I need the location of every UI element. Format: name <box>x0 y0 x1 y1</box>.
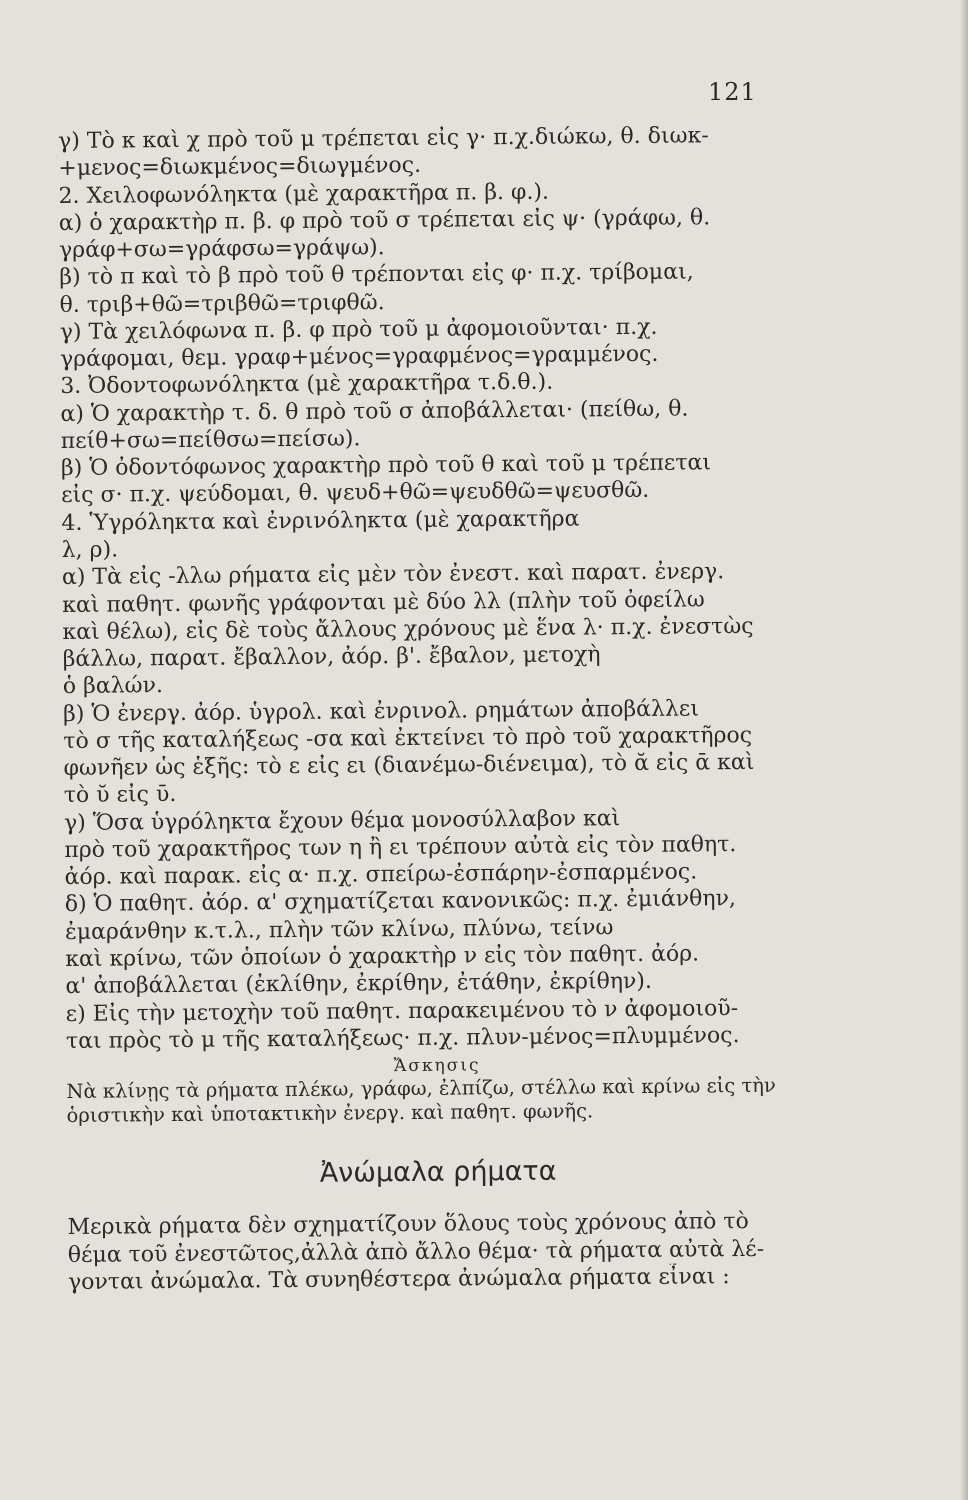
text-line: β) Ὁ ἐνεργ. ἀόρ. ὑγρολ. καὶ ἐνρινολ. ρημάτων ἀποβάλλει <box>63 696 700 727</box>
text-line: γράφομαι, θεμ. γραφ+μένος=γραφμένος=γραμμένος. <box>59 341 659 373</box>
text-line: γ) Τὰ χειλόφωνα π. β. φ πρὸ τοῦ μ ἀφομοιοῦνται· π.χ. <box>59 314 658 345</box>
text-line: γ) Τὸ κ καὶ χ πρὸ τοῦ μ τρέπεται εἰς γ· π.χ.διώκω, θ. διωκ- <box>58 123 709 154</box>
page-edge-shadow <box>960 0 968 1500</box>
exercise-line: ὁριστικὴν καὶ ὑποτακτικὴν ἐνεργ. καὶ παθητ. φωνῆς. <box>66 1099 594 1128</box>
exercise-line: Νὰ κλίνῃς τὰ ρήματα πλέκω, γράφω, ἐλπίζω, στέλλω καὶ κρίνω εἰς τὴν <box>66 1073 776 1104</box>
body-text <box>58 122 810 1297</box>
text-line: β) Ὁ ὀδοντόφωνος χαρακτὴρ πρὸ τοῦ θ καὶ τοῦ μ τρέπεται <box>60 450 712 482</box>
text-line: ε) Εἰς τὴν μετοχὴν τοῦ παθητ. παρακειμένου τὸ ν ἀφομοιοῦ- <box>65 995 739 1027</box>
text-line: δ) Ὁ παθητ. ἀόρ. α' σχηματίζεται κανονικῶς: π.χ. ἐμιάνθην, <box>64 886 737 918</box>
section-line: γονται ἀνώμαλα. Τὰ συνηθέστερα ἀνώμαλα ρήματα εἶναι : <box>67 1264 730 1295</box>
text-line: λ, ρ). <box>61 537 119 563</box>
text-line: καὶ κρίνω, τῶν ὁποίων ὁ χαρακτὴρ ν εἰς τὸν παθητ. ἀόρ. <box>65 941 700 972</box>
page-number: 121 <box>708 78 757 106</box>
text-line: πείθ+σω=πείθσω=πείσω). <box>60 426 361 454</box>
text-line: θ. τριβ+θῶ=τριβθῶ=τριφθῶ. <box>59 289 385 318</box>
exercise-block <box>66 1053 809 1129</box>
text-line: α' ἀποβάλλεται (ἐκλίθην, ἐκρίθην, ἐτάθην, ἐκρίθην). <box>65 969 653 1000</box>
text-line: καὶ παθητ. φωνῆς γράφονται μὲ δύο λλ (πλὴν τοῦ ὀφείλω <box>62 586 705 618</box>
text-line: β) τὸ π καὶ τὸ β πρὸ τοῦ θ τρέπονται εἰς φ· π.χ. τρίβομαι, <box>59 259 694 291</box>
text-line: 3. Ὀδοντοφωνόληκτα (μὲ χαρακτῆρα τ.δ.θ.). <box>60 370 554 400</box>
exercise-title: Ἄσκησις <box>393 1055 481 1077</box>
text-line: α) ὁ χαρακτὴρ π. β. φ πρὸ τοῦ σ τρέπεται εἰς ψ· (γράφω, θ. <box>58 205 711 236</box>
text-line: 2. Χειλοφωνόληκτα (μὲ χαρακτῆρα π. β. φ.). <box>58 179 550 209</box>
section-line: θέμα τοῦ ἐνεστῶτος,ἀλλὰ ἀπὸ ἄλλο θέμα· τὰ ρήματα αὐτὰ λέ- <box>67 1236 765 1268</box>
text-line: γ) Ὅσα ὑγρόληκτα ἔχουν θέμα μονοσύλλαβον καὶ <box>63 805 621 836</box>
text-line: πρὸ τοῦ χαρακτῆρος των η ἢ ει τρέπουν αὐτὰ εἰς τὸν παθητ. <box>64 832 737 863</box>
text-line: ἐμαράνθην κ.τ.λ., πλὴν τῶν κλίνω, πλύνω, τείνω <box>64 914 614 945</box>
text-line: α) Ὁ χαρακτὴρ τ. δ. θ πρὸ τοῦ σ ἀποβάλλεται· (πείθω, θ. <box>60 396 689 427</box>
text-line: εἰς σ· π.χ. ψεύδομαι, θ. ψευδ+θῶ=ψευδθῶ=ψευσθῶ. <box>61 478 650 509</box>
text-line: φωνῆεν ὡς ἑξῆς: τὸ ε εἰς ει (διανέμω-διένειμα), τὸ ᾰ εἰς ᾱ καὶ <box>63 750 755 782</box>
text-line: τὸ σ τῆς καταλήξεως -σα καὶ ἐκτείνει τὸ πρὸ τοῦ χαρακτῆρος <box>63 722 753 754</box>
text-line: καὶ θέλω), εἰς δὲ τοὺς ἄλλους χρόνους μὲ ἕνα λ· π.χ. ἐνεστὼς <box>62 613 754 645</box>
text-line: 4. Ὑγρόληκτα καὶ ἐνρινόληκτα (μὲ χαρακτῆρα <box>61 506 580 536</box>
text-line: ὁ βαλών. <box>62 673 164 700</box>
text-line: γράφ+σω=γράφσω=γράψω). <box>58 235 385 264</box>
text-line: +μενος=διωκμένος=διωγμένος. <box>58 153 422 182</box>
text-line: βάλλω, παρατ. ἔβαλλον, ἀόρ. β'. ἔβαλον, μετοχὴ <box>62 642 601 673</box>
text-line: α) Τὰ εἰς -λλω ρήματα εἰς μὲν τὸν ἐνεστ. καὶ παρατ. ἐνεργ. <box>61 559 725 591</box>
section-line: Μερικὰ ρήματα δὲν σχηματίζουν ὅλους τοὺς χρόνους ἀπὸ τὸ <box>67 1209 749 1241</box>
text-line: τὸ ῠ εἰς ῡ. <box>63 782 177 809</box>
text-line: ἀόρ. καὶ παρακ. εἰς α· π.χ. σπείρω-ἐσπάρην-ἐσπαρμένος. <box>64 859 698 891</box>
section-heading: Ἀνώμαλα ρήματα <box>319 1155 557 1189</box>
text-line: ται πρὸς τὸ μ τῆς καταλήξεως· π.χ. πλυν-μένος=πλυμμένος. <box>65 1022 740 1054</box>
